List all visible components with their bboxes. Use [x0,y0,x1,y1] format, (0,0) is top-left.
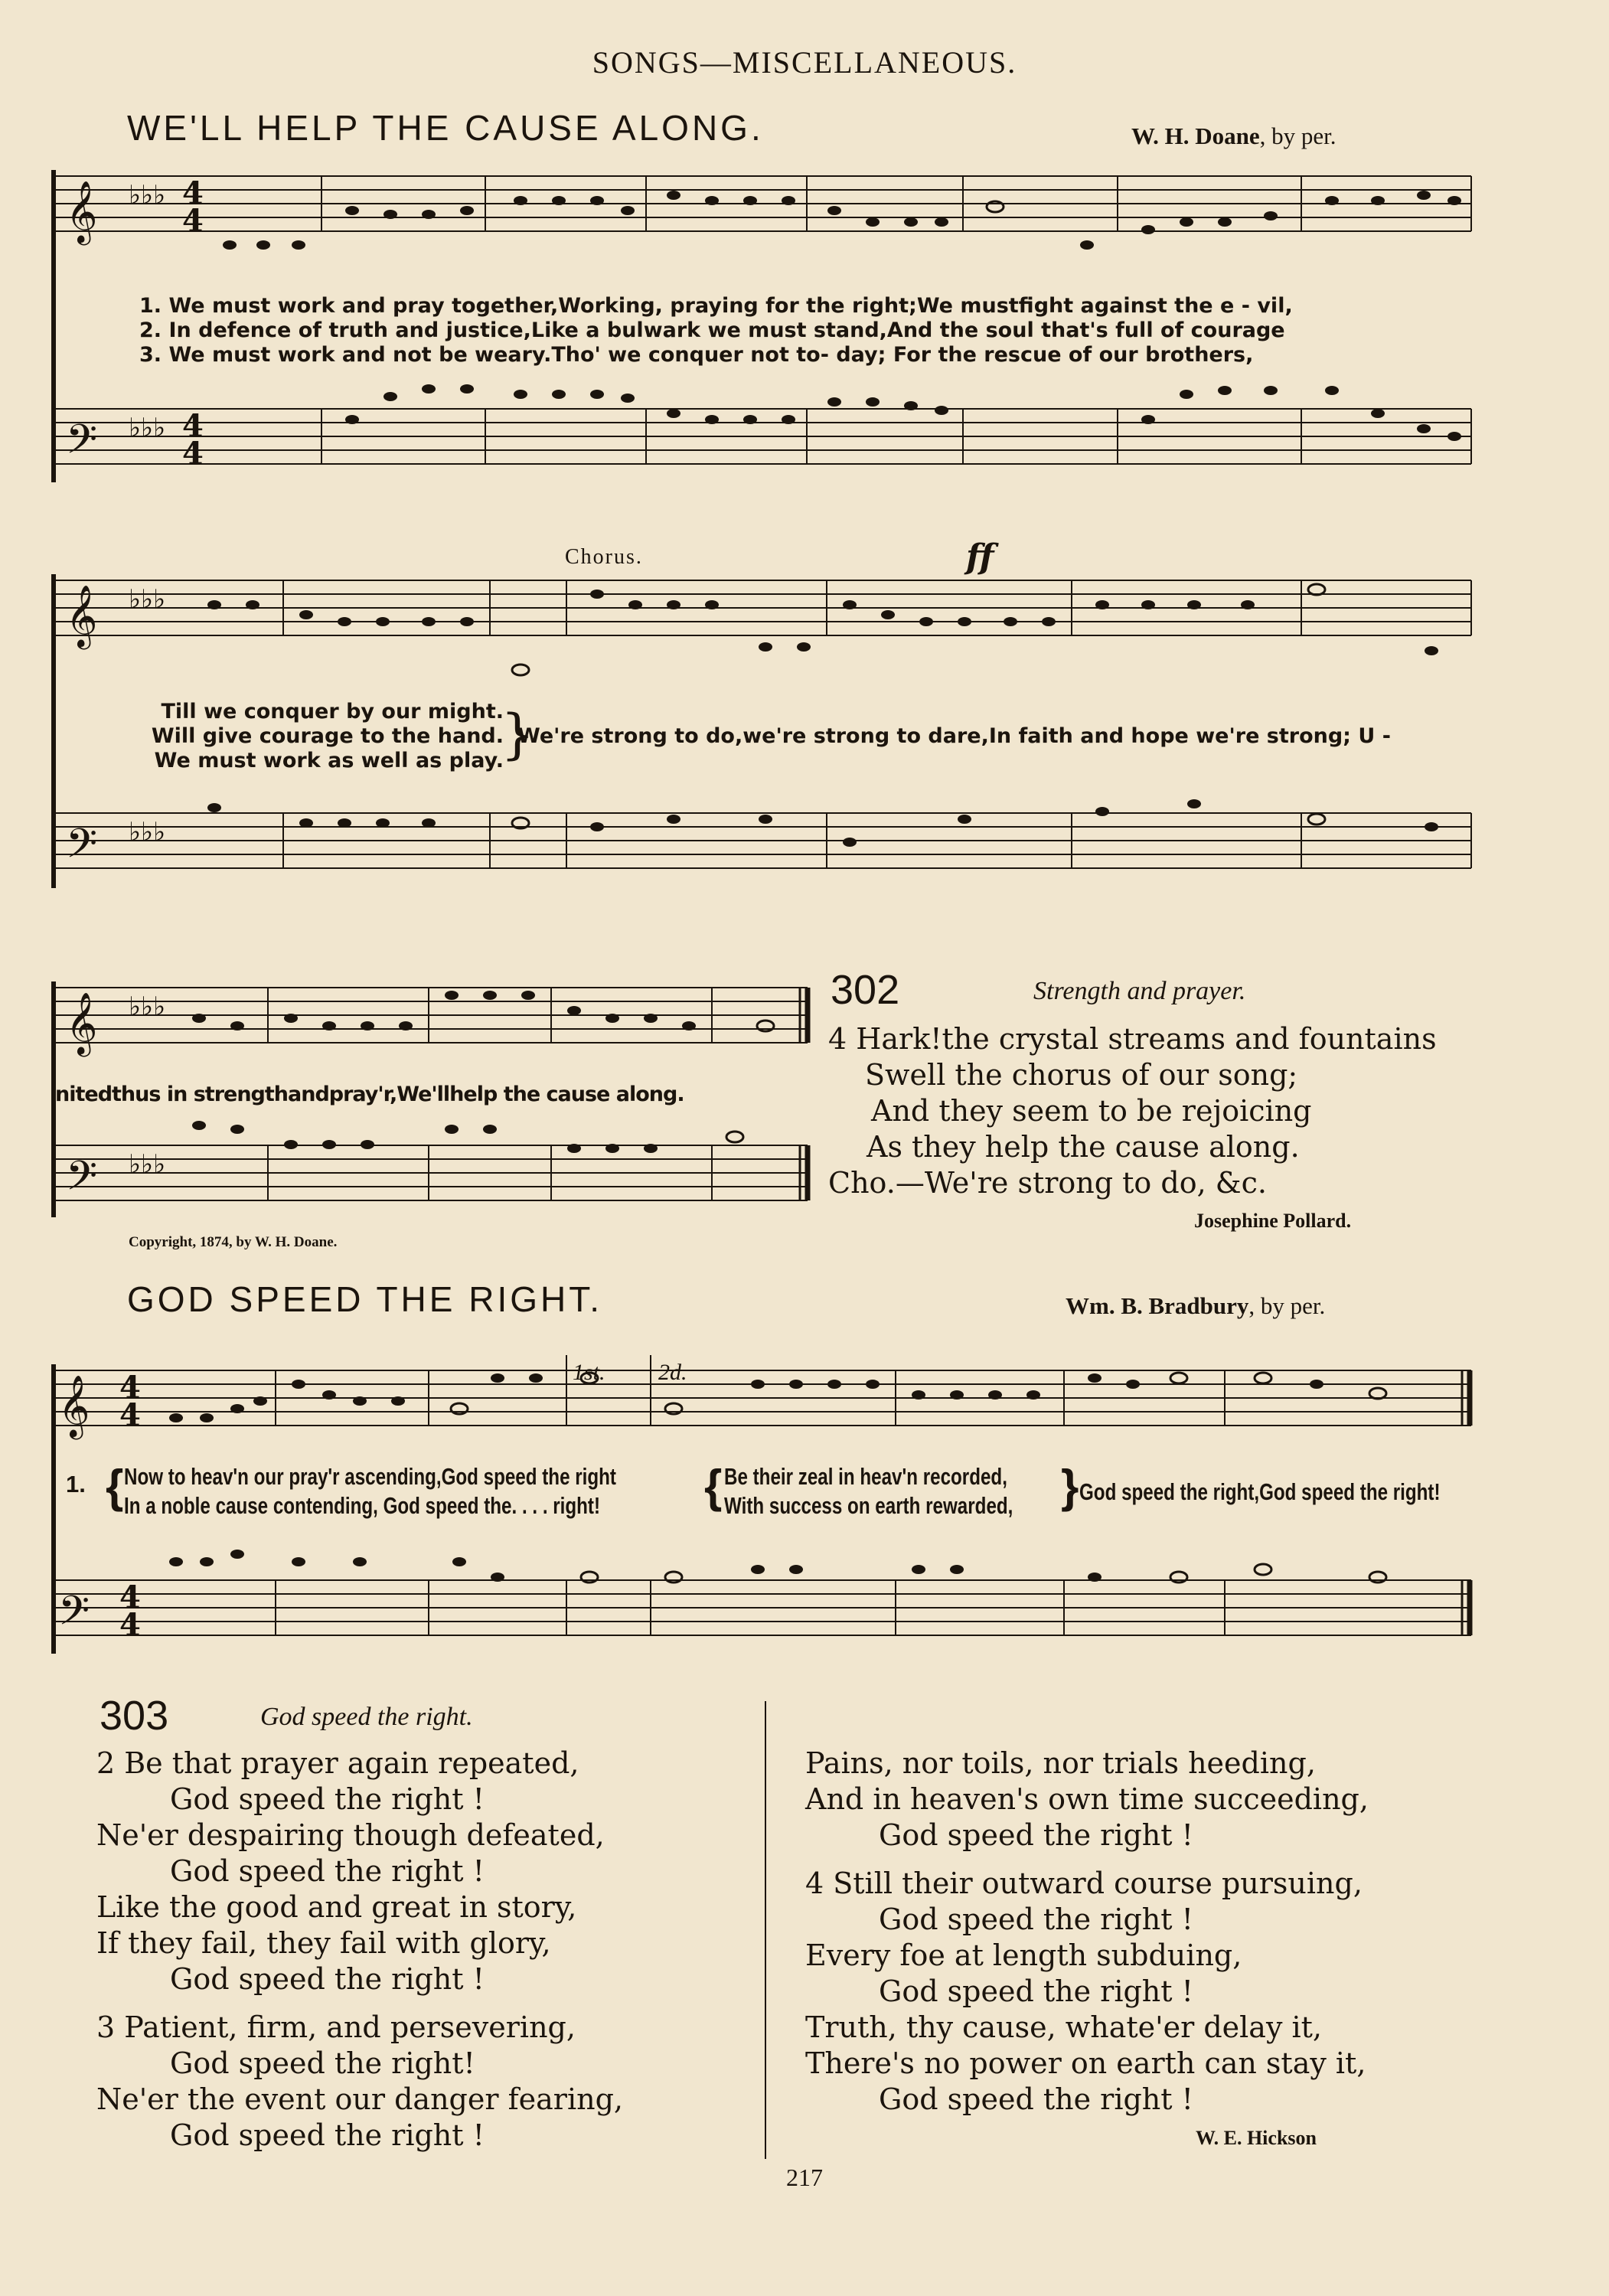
song2-lyrics-a [124,1462,616,1520]
stanza-line: Ne'er the event our danger fearing, [96,2082,624,2116]
lyric-line: In a noble cause contending, God speed the. . . . right! [124,1492,601,1519]
stanza-line: Cho.—We're strong to do, &c. [828,1166,1267,1200]
key-signature: ♭♭♭ [129,584,166,615]
running-head: SONGS—MISCELLANEOUS. [592,45,1017,80]
bass-clef-icon: 𝄢 [66,416,98,473]
stanza-line: God speed the right ! [879,1902,1193,1936]
lyric-line: Now to heav'n our pray'r ascending,God speed the right [124,1463,616,1490]
song2-lyrics-c: God speed the right,God speed the right! [1079,1478,1441,1505]
stanza-line: As they help the cause along. [867,1130,1300,1164]
composer-name: W. H. Doane [1131,122,1260,149]
hymn302-stanza [828,1021,1437,1201]
time-signature: 4 [182,203,204,239]
bass-clef-icon: 𝄢 [58,1588,90,1644]
stanza-line: God speed the right ! [170,1782,485,1816]
verse-line: Will give courage to the hand. [151,724,504,748]
brace-glyph: } [1061,1461,1079,1512]
hymn303-column-2 [805,1746,1369,2118]
lyric-line: With success on earth rewarded, [724,1492,1013,1519]
stanza-line: Truth, thy cause, whate'er delay it, [805,2010,1323,2044]
time-signature: 4 [119,1607,141,1643]
stanza-line: Swell the chorus of our song; [865,1058,1298,1092]
first-ending-label: 1st. [573,1360,605,1385]
stanza-line: 3 Patient, firm, and persevering, [96,2010,576,2044]
hymn-number: 302 [831,967,900,1013]
hymn-author: W. E. Hickson [1196,2127,1317,2149]
page-number: 217 [786,2164,823,2191]
key-signature: ♭♭♭ [129,991,166,1022]
time-signature: 4 [119,1397,141,1433]
verse-line: Till we conquer by our might. [161,700,504,723]
stanza-line: God speed the right ! [170,1962,485,1996]
brace-glyph: { [704,1461,723,1512]
song1-chorus-lead [90,700,504,773]
chorus-label: Chorus. [565,545,643,569]
copyright-note: Copyright, 1874, by W. H. Doane. [129,1234,338,1250]
verse-line: 2. In defence of truth and justice,Like a bulwark we must stand,And the soul that's full of courage [139,318,1285,342]
time-signature: 4 [182,175,204,211]
stanza-line: Pains, nor toils, nor trials heeding, [805,1746,1316,1780]
bass-staff [54,409,1471,464]
chorus-line: We're strong to do,we're strong to dare,In faith and hope we're strong; U - [517,724,1391,748]
stanza-line: God speed the right! [170,2046,475,2080]
treble-clef-icon: 𝄞 [58,1374,90,1437]
stanza-line: God speed the right ! [879,2082,1193,2116]
treble-staff [54,176,1471,231]
key-signature: ♭♭♭ [129,1149,166,1180]
composer-permission: , by per. [1259,122,1336,149]
key-signature: ♭♭♭ [129,180,166,211]
verse-line: 3. We must work and not be weary.Tho' we conquer not to- day; For the rescue of our brothers, [139,343,1254,367]
second-ending-label: 2d. [658,1360,687,1385]
song1-verses [139,294,1487,367]
treble-clef-icon: 𝄞 [66,991,98,1054]
time-signature: 4 [182,436,204,472]
stanza-line: And in heaven's own time succeeding, [805,1782,1369,1816]
stanza-line: If they fail, they fail with glory, [96,1926,551,1960]
hymn-subtitle: God speed the right. [260,1703,473,1731]
song2-lyrics-b [724,1462,1013,1520]
treble-clef-icon: 𝄞 [66,180,98,243]
stanza-line: 4 Still their outward course pursuing, [805,1867,1363,1900]
stanza-line: God speed the right ! [879,1818,1193,1852]
key-signature: ♭♭♭ [129,817,166,848]
stanza-line: Like the good and great in story, [96,1890,577,1924]
stanza-line: God speed the right ! [879,1974,1193,2008]
stanza-line: 4 Hark!the crystal streams and fountains [828,1022,1437,1056]
stanza-line: And they seem to be rejoicing [871,1094,1312,1128]
bass-clef-icon: 𝄢 [66,1153,98,1210]
hymn-author: Josephine Pollard. [1194,1210,1352,1232]
stanza-line: Every foe at length subduing, [805,1938,1242,1972]
composer-permission: , by per. [1248,1292,1326,1319]
stanza-line: God speed the right ! [170,2118,485,2152]
treble-clef-icon: 𝄞 [66,584,98,647]
lyric-line: Be their zeal in heav'n recorded, [724,1463,1007,1490]
time-signature: 4 [119,1579,141,1615]
stanza-line: Ne'er despairing though defeated, [96,1818,605,1852]
hymn-number: 303 [100,1693,169,1739]
dynamic-marking: ff [966,537,994,576]
hymn-subtitle: Strength and prayer. [1033,977,1246,1005]
composer-credit [1066,1292,1325,1320]
hymn303-column-1 [96,1746,623,2154]
stanza-line: 2 Be that prayer again repeated, [96,1746,579,1780]
brace-glyph: } [501,703,535,766]
verse-number: 1. [66,1471,86,1497]
song-title: GOD SPEED THE RIGHT. [127,1279,603,1319]
system3-line: nitedthus in strengthandpray'r,We'llhelp the cause along. [55,1083,684,1106]
song-title: WE'LL HELP THE CAUSE ALONG. [127,108,764,148]
brace-glyph: { [106,1461,124,1512]
verse-line: 1. We must work and pray together,Working, praying for the right;We mustfight against the e - vil, [139,294,1293,318]
time-signature: 4 [119,1370,141,1406]
verse-line: We must work as well as play. [154,749,504,772]
stanza-line: God speed the right ! [170,1854,485,1888]
key-signature: ♭♭♭ [129,413,166,443]
composer-name: Wm. B. Bradbury [1066,1292,1249,1319]
bass-clef-icon: 𝄢 [66,821,98,877]
time-signature: 4 [182,408,204,444]
stanza-line: There's no power on earth can stay it, [805,2046,1366,2080]
